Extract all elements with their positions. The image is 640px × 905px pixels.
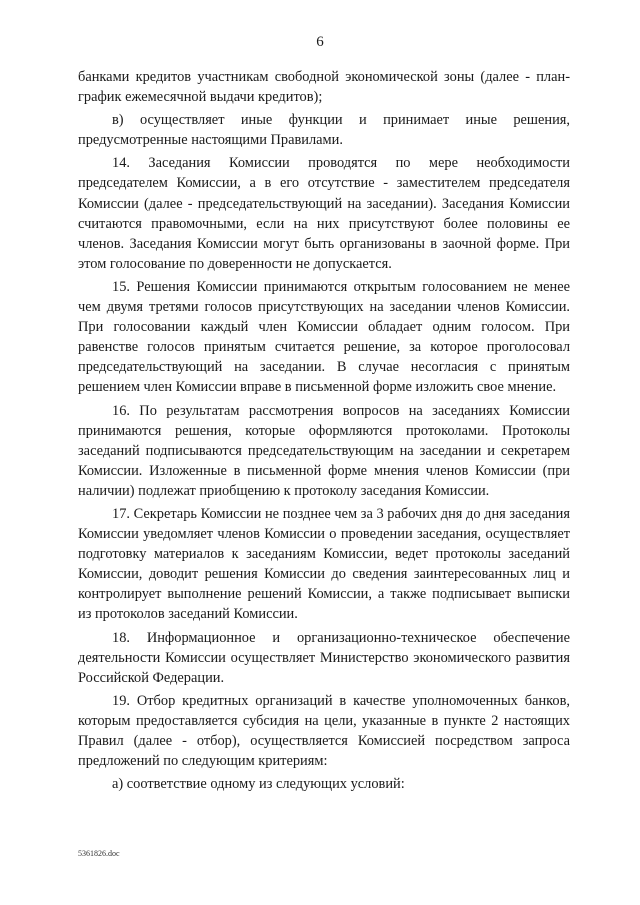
- paragraph-15: 15. Решения Комиссии принимаются открытым голосованием не менее чем двумя третями голосов присутствующих на заседании членов Комиссии. При голосовании каждый член Комиссии обладает одним голосом. При равенстве голосов принятым считается решение, за которое проголосовал председательствующий на заседании. В случае несогласия с принятым решением член Комиссии вправе в письменной форме изложить свое мнение.: [78, 278, 570, 396]
- paragraph-item-v: в) осуществляет иные функции и принимает иные решения, предусмотренные настоящими Правилами.: [78, 112, 570, 149]
- paragraph-19: 19. Отбор кредитных организаций в качестве уполномоченных банков, которым предоставляется субсидия на цели, указанные в пункте 2 настоящих Правил (далее - отбор), осуществляется Комиссией посредством запроса предложений по следующим критериям:: [78, 692, 570, 770]
- paragraph-continuation: банками кредитов участникам свободной экономической зоны (далее - план-график ежемесячной выдачи кредитов);: [78, 69, 570, 106]
- page-number: 6: [316, 34, 324, 50]
- document-body: [78, 67, 570, 797]
- paragraph-16: 16. По результатам рассмотрения вопросов на заседаниях Комиссии принимаются решения, которые оформляются протоколами. Протоколы заседаний подписываются председательствующим на заседании и секретарем Комиссии. Изложенные в письменной форме мнения членов Комиссии (при наличии) подлежат приобщению к протоколу заседания Комиссии.: [78, 402, 570, 499]
- paragraph-14: 14. Заседания Комиссии проводятся по мере необходимости председателем Комиссии, а в его отсутствие - заместителем председателя Комиссии (далее - председательствующий на заседании). Заседания Комиссии считаются правомочными, если на них присутствуют более половины ее членов. Заседания Комиссии могут быть организованы в заочной форме. При этом голосование по доверенности не допускается.: [78, 155, 570, 272]
- paragraph-item-a: а) соответствие одному из следующих условий:: [112, 776, 405, 793]
- paragraph-18: 18. Информационное и организационно-техническое обеспечение деятельности Комиссии осуществляет Министерство экономического развития Российской Федерации.: [78, 629, 570, 686]
- footer-filename: 5361826.doc: [78, 849, 120, 858]
- paragraph-17: 17. Секретарь Комиссии не позднее чем за 3 рабочих дня до дня заседания Комиссии уведомляет членов Комиссии о проведении заседания, осуществляет подготовку материалов к заседаниям Комиссии, ведет протоколы заседаний Комиссии, доводит решения Комиссии до сведения заинтересованных лиц и контролирует выполнение решений Комиссии, а также подписывает выписки из протоколов заседаний Комиссии.: [78, 505, 570, 623]
